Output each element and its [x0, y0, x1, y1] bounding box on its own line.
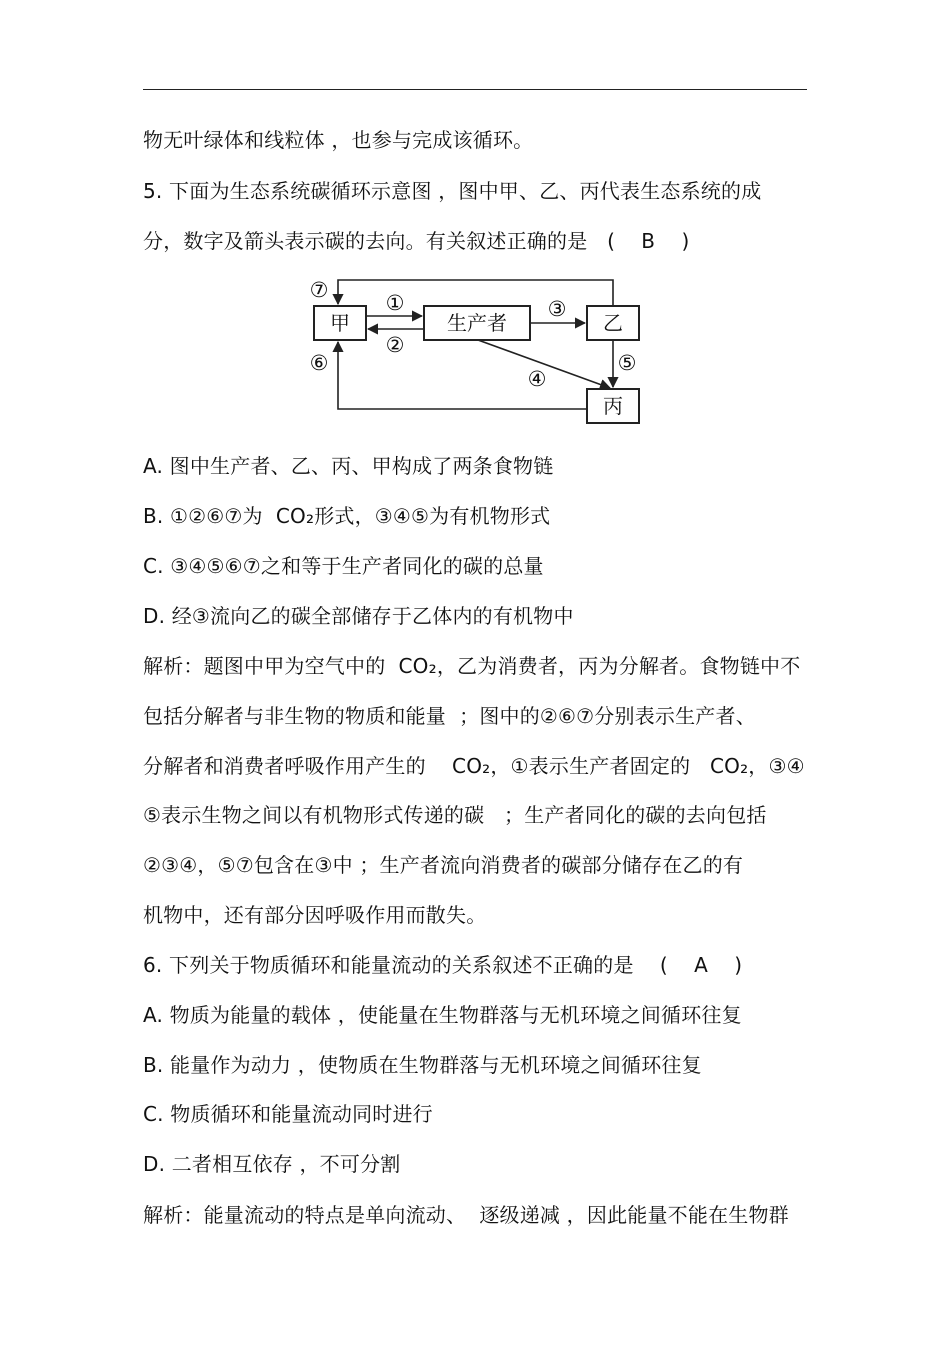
- explanation-line: 解析：能量流动的特点是单向流动、 逐级递减 ，因此能量不能在生物群: [143, 1203, 789, 1227]
- option-c: C. 物质循环和能量流动同时进行: [143, 1102, 433, 1126]
- option-b: B. 能量作为动力 ，使物质在生物群落与无机环境之间循环往复: [143, 1053, 702, 1077]
- explanation-line: ②③④，⑤⑦包含在③中 ；生产者流向消费者的碳部分储存在乙的有: [143, 853, 744, 877]
- node-bing-label: 丙: [603, 394, 623, 418]
- option-b: B. ①②⑥⑦为 CO₂形式，③④⑤为有机物形式: [143, 504, 551, 528]
- arrow-7-label: ⑦: [309, 278, 329, 302]
- node-producer-label: 生产者: [447, 311, 507, 335]
- arrow-3-label: ③: [547, 297, 567, 321]
- arrow-1-label: ①: [385, 291, 405, 315]
- node-yi-label: 乙: [603, 311, 623, 335]
- question-5-stem: 5. 下面为生态系统碳循环示意图 ，图中甲、乙、丙代表生态系统的成: [143, 179, 762, 203]
- arrow-6-label: ⑥: [309, 351, 329, 375]
- arrow-5-label: ⑤: [617, 351, 637, 375]
- carbon-cycle-diagram: [300, 272, 650, 430]
- option-c: C. ③④⑤⑥⑦之和等于生产者同化的碳的总量: [143, 554, 544, 578]
- header-rule: [143, 89, 807, 90]
- option-d: D. 二者相互依存 ，不可分割: [143, 1152, 401, 1176]
- arrow-4-label: ④: [527, 367, 547, 391]
- explanation-line: 包括分解者与非生物的物质和能量 ；图中的②⑥⑦分别表示生产者、: [143, 704, 756, 728]
- explanation-line: ⑤表示生物之间以有机物形式传递的碳 ；生产者同化的碳的去向包括: [143, 803, 767, 827]
- arrow-2-label: ②: [385, 333, 405, 357]
- arrow-7: [338, 280, 613, 306]
- question-5-stem: 分，数字及箭头表示碳的去向。有关叙述正确的是 ( B ): [143, 229, 690, 253]
- option-d: D. 经③流向乙的碳全部储存于乙体内的有机物中: [143, 604, 574, 628]
- option-a: A. 物质为能量的载体 ，使能量在生物群落与无机环境之间循环往复: [143, 1003, 742, 1027]
- text-line: 物无叶绿体和线粒体 ，也参与完成该循环。: [143, 128, 534, 152]
- explanation-line: 解析：题图中甲为空气中的 CO₂，乙为消费者，丙为分解者。食物链中不: [143, 654, 801, 678]
- option-a: A. 图中生产者、乙、丙、甲构成了两条食物链: [143, 454, 554, 478]
- question-6-stem: 6. 下列关于物质循环和能量流动的关系叙述不正确的是 ( A ): [143, 953, 743, 977]
- explanation-line: 分解者和消费者呼吸作用产生的 CO₂，①表示生产者固定的 CO₂，③④: [143, 754, 805, 778]
- explanation-line: 机物中，还有部分因呼吸作用而散失。: [143, 903, 487, 927]
- arrow-6: [338, 342, 587, 409]
- node-jia-label: 甲: [330, 311, 350, 335]
